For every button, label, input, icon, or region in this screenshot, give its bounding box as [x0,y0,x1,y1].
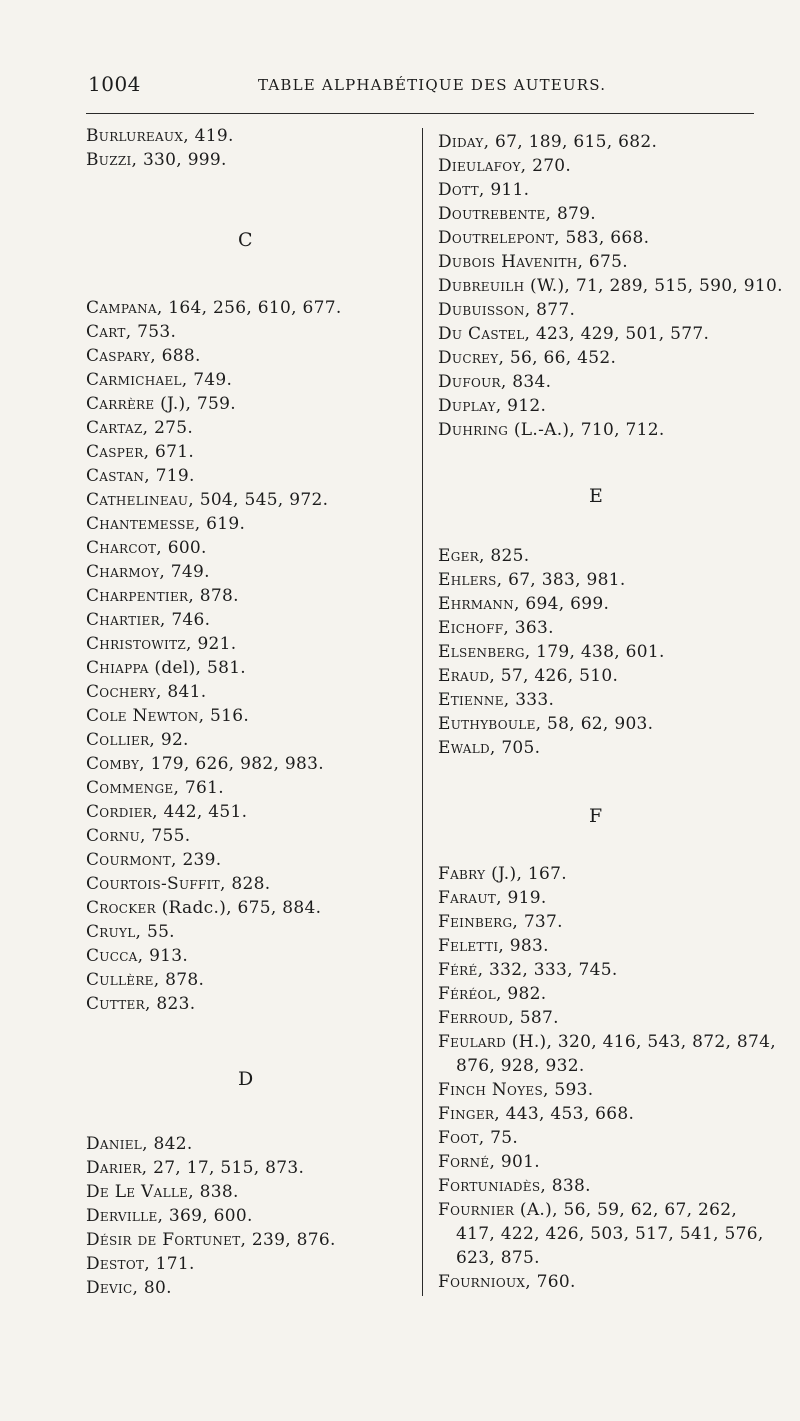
index-entry [86,537,207,559]
index-entry [86,681,206,703]
author-name: Finch Noyes [438,1080,544,1100]
author-name: Courmont [86,850,172,870]
page-refs: , 746. [159,610,211,630]
page-refs: , 333. [503,690,555,710]
page-refs: , 369, 600. [157,1206,253,1226]
index-entry [86,465,195,487]
author-name: Casper [86,442,144,462]
page-refs: , 504, 545, 972. [188,490,329,510]
index-entry [438,863,567,885]
page-refs: (W.), 71, 289, 515, 590, 910. [524,276,783,296]
index-entry [86,393,236,415]
author-name: Doutrelepont [438,228,555,248]
index-entry [438,203,596,225]
author-name: Désir de Fortunet [86,1230,241,1250]
page-refs: , 911. [478,180,530,200]
index-entry [86,945,188,967]
index-entry [86,753,324,775]
page-refs: , 275. [142,418,194,438]
page-refs: , 443, 453, 668. [494,1104,635,1124]
page-refs: , 753. [125,322,177,342]
index-entry [438,1271,576,1293]
page-refs: , 919. [496,888,547,908]
author-name: Ewald [438,738,490,758]
page-refs: , 179, 626, 982, 983. [139,754,324,774]
author-name: Charcot [86,538,157,558]
page-refs: , 760. [525,1272,576,1292]
author-name: Fabry [438,864,486,884]
index-entry [86,489,328,511]
index-entry [438,1103,634,1125]
page-refs: , 80. [132,1278,172,1298]
section-letter-c: C [238,229,253,251]
author-name: Carrère [86,394,155,414]
page-refs: , 67, 189, 615, 682. [483,132,658,152]
index-entry [86,561,210,583]
index-entry [86,657,246,679]
page-refs: , 878. [188,586,239,606]
index-entry [86,969,204,991]
index-entry [86,1133,193,1155]
page-refs: , 363. [503,618,554,638]
page-refs: , 834. [500,372,552,392]
index-entry [438,347,616,369]
index-entry [438,299,575,321]
index-entry [438,1151,540,1173]
author-name: Darier [86,1158,142,1178]
index-entry [438,545,529,567]
author-name: Cole Newton [86,706,199,726]
author-name: Dubuisson [438,300,525,320]
page-refs: , 419. [183,126,234,146]
running-title: TABLE ALPHABÉTIQUE DES AUTEURS. [258,76,607,94]
page-refs: , 516. [198,706,250,726]
page-refs: , 912. [495,396,547,416]
author-name: Burlureaux [86,126,184,146]
author-name: Du Castel [438,324,525,344]
page-refs: , 921. [186,634,237,654]
index-entry [86,777,224,799]
page-refs: (J.), 167. [485,864,567,884]
author-name: Castan [86,466,145,486]
page-refs: , 737. [512,912,563,932]
column-divider [422,128,423,1296]
author-name: Cart [86,322,126,342]
index-entry [438,737,540,759]
page-refs: 417, 422, 426, 503, 517, 541, 576, [456,1224,764,1244]
author-name: Doutrebente [438,204,546,224]
index-entry [86,921,175,943]
index-entry [438,371,551,393]
index-entry [86,633,237,655]
index-entry [438,1007,559,1029]
author-name: Derville [86,1206,158,1226]
author-name: Commenge [86,778,174,798]
author-name: Ehlers [438,570,497,590]
section-letter-f: F [589,805,603,827]
author-name: Charmoy [86,562,160,582]
page-refs: , 838. [540,1176,591,1196]
page-refs: , 825. [479,546,530,566]
author-name: Cruyl [86,922,136,942]
index-entry [438,935,549,957]
page-refs: , 583, 668. [554,228,650,248]
author-name: Collier [86,730,150,750]
page-refs: , 675. [577,252,628,272]
page-refs: , 164, 256, 610, 677. [156,298,342,318]
page-refs: , 92. [149,730,189,750]
index-entry [438,419,665,441]
page-refs: , 838. [188,1182,239,1202]
author-name: Eraud [438,666,490,686]
index-entry [438,275,783,297]
index-entry [438,323,709,345]
author-name: Elsenberg [438,642,525,662]
author-name: Cucca [86,946,138,966]
author-name: Caspary [86,346,151,366]
author-name: Duplay [438,396,496,416]
author-name: Etienne [438,690,504,710]
index-entry [86,729,189,751]
page-header [0,0,800,110]
index-entry [438,179,529,201]
author-name: Chantemesse [86,514,195,534]
page-refs: , 55. [135,922,175,942]
index-entry [438,1175,591,1197]
index-entry [438,569,626,591]
page-refs: , 705. [489,738,541,758]
author-name: Carmichael [86,370,182,390]
page-refs: , 67, 383, 981. [496,570,626,590]
page-refs: , 57, 426, 510. [489,666,619,686]
page-refs: , 823. [144,994,196,1014]
index-entry [438,395,546,417]
page-refs: , 56, 66, 452. [498,348,617,368]
author-name: Cutter [86,994,145,1014]
page-number: 1004 [88,72,141,96]
page-refs: (L.-A.), 710, 712. [508,420,665,440]
index-entry [438,251,628,273]
index-entry [438,131,657,153]
index-entry [438,593,609,615]
page-refs: 876, 928, 932. [456,1056,585,1076]
page-refs: , 982. [495,984,547,1004]
page-refs: , 587. [508,1008,559,1028]
author-name: Dott [438,180,479,200]
author-name: Christowitz [86,634,187,654]
author-name: Daniel [86,1134,143,1154]
author-name: Diday [438,132,484,152]
section-letter-e: E [589,485,603,507]
index-entry [438,983,546,1005]
index-entry [438,155,571,177]
index-entry [86,993,195,1015]
index-entry [438,1199,737,1221]
index-entry [86,1229,336,1251]
page-refs: , 442, 451. [152,802,248,822]
index-entry [438,911,563,933]
author-name: Finger [438,1104,495,1124]
page-refs: , 878. [153,970,205,990]
author-name: Feulard [438,1032,507,1052]
index-entry [438,227,649,249]
page-refs: , 179, 438, 601. [524,642,665,662]
page-refs: , 332, 333, 745. [477,960,618,980]
index-entry [438,1079,593,1101]
index-entry [86,345,201,367]
index-entry [86,369,232,391]
page-refs: , 239. [171,850,222,870]
author-name: Ducrey [438,348,499,368]
author-name: Foot [438,1128,479,1148]
page-refs: , 983. [498,936,549,956]
index-entry [438,641,665,663]
author-name: Euthyboule [438,714,536,734]
page-refs: , 828. [220,874,271,894]
author-name: Cornu [86,826,140,846]
page-refs: , 330, 999. [131,150,227,170]
author-name: Eger [438,546,479,566]
author-name: Feinberg [438,912,513,932]
page-refs: , 600. [156,538,207,558]
page-refs: , 619. [194,514,246,534]
author-name: Chartier [86,610,160,630]
page-refs: (H.), 320, 416, 543, 872, 874, [506,1032,776,1052]
author-name: Fournier [438,1200,515,1220]
author-name: Cordier [86,802,153,822]
author-name: Dieulafoy [438,156,521,176]
page-refs: , 694, 699. [513,594,610,614]
index-entry [86,705,249,727]
index-entry [86,321,176,343]
page-refs: , 749. [159,562,210,582]
author-name: Faraut [438,888,497,908]
index-entry [438,1031,776,1053]
page-refs: , 913. [137,946,189,966]
index-entry [86,1157,304,1179]
page-refs: , 688. [150,346,201,366]
index-entry [86,417,193,439]
index-entry [86,873,270,895]
page-refs: , 719. [144,466,195,486]
index-entry [86,1253,195,1275]
page-refs: , 879. [545,204,596,224]
author-name: Buzzi [86,150,132,170]
section-letter-d: D [238,1068,254,1090]
author-name: Destot [86,1254,145,1274]
index-entry [86,1181,239,1203]
page-refs: , 423, 429, 501, 577. [524,324,710,344]
author-name: Feletti [438,936,499,956]
index-entry [86,801,247,823]
page-refs: , 58, 62, 903. [535,714,654,734]
index-entry [86,1277,172,1299]
author-name: Dufour [438,372,501,392]
page-refs: (A.), 56, 59, 62, 67, 262, [514,1200,738,1220]
index-entry [438,713,653,735]
index-entry [86,125,234,147]
index-entry [438,887,547,909]
author-name: Cathelineau [86,490,189,510]
index-entry [438,665,618,687]
author-name: Courtois-Suffit [86,874,220,894]
index-entry [86,1205,253,1227]
page-refs: , 27, 17, 515, 873. [141,1158,305,1178]
author-name: Crocker [86,898,156,918]
index-entry [86,513,245,535]
author-name: Eichoff [438,618,504,638]
author-name: Fournioux [438,1272,526,1292]
index-entry [438,617,554,639]
author-name: Comby [86,754,140,774]
index-entry-continuation [456,1247,540,1269]
header-rule [86,113,754,114]
author-name: Campana [86,298,157,318]
page-refs: , 671. [143,442,195,462]
author-name: Cartaz [86,418,143,438]
author-name: Charpentier [86,586,189,606]
index-entry [86,441,194,463]
author-name: Cullère [86,970,154,990]
index-entry [438,959,618,981]
author-name: Fortuniadès [438,1176,541,1196]
page-refs: , 239, 876. [240,1230,336,1250]
index-entry [438,689,554,711]
author-name: De Le Valle [86,1182,189,1202]
page-refs: , 171. [144,1254,195,1274]
index-entry [86,849,222,871]
author-name: Féréol [438,984,496,1004]
index-entry [86,609,210,631]
author-name: Forné [438,1152,490,1172]
author-name: Chiappa [86,658,149,678]
page-refs: , 842. [142,1134,193,1154]
page-refs: , 593. [543,1080,594,1100]
index-entry-continuation [456,1223,764,1245]
page-refs: , 749. [181,370,233,390]
author-name: Duhring [438,420,509,440]
author-name: Cochery [86,682,156,702]
index-entry [86,149,227,171]
page-refs: (J.), 759. [154,394,236,414]
author-name: Devic [86,1278,133,1298]
page-refs: , 755. [140,826,191,846]
page-refs: , 841. [155,682,207,702]
page-refs: 623, 875. [456,1248,540,1268]
page-refs: , 761. [173,778,224,798]
page-refs: (del), 581. [148,658,247,678]
index-entry [86,297,342,319]
page-refs: , 270. [520,156,572,176]
index-entry [86,585,239,607]
index-entry [438,1127,518,1149]
author-name: Féré [438,960,478,980]
author-name: Dubois Havenith [438,252,578,272]
index-entry [86,897,321,919]
page-refs: , 75. [478,1128,519,1148]
author-name: Ferroud [438,1008,509,1028]
index-entry-continuation [456,1055,585,1077]
page-refs: , 877. [524,300,576,320]
page-refs: , 901. [489,1152,540,1172]
author-name: Ehrmann [438,594,514,614]
page-refs: (Radc.), 675, 884. [155,898,322,918]
index-entry [86,825,190,847]
author-name: Dubreuilh [438,276,525,296]
